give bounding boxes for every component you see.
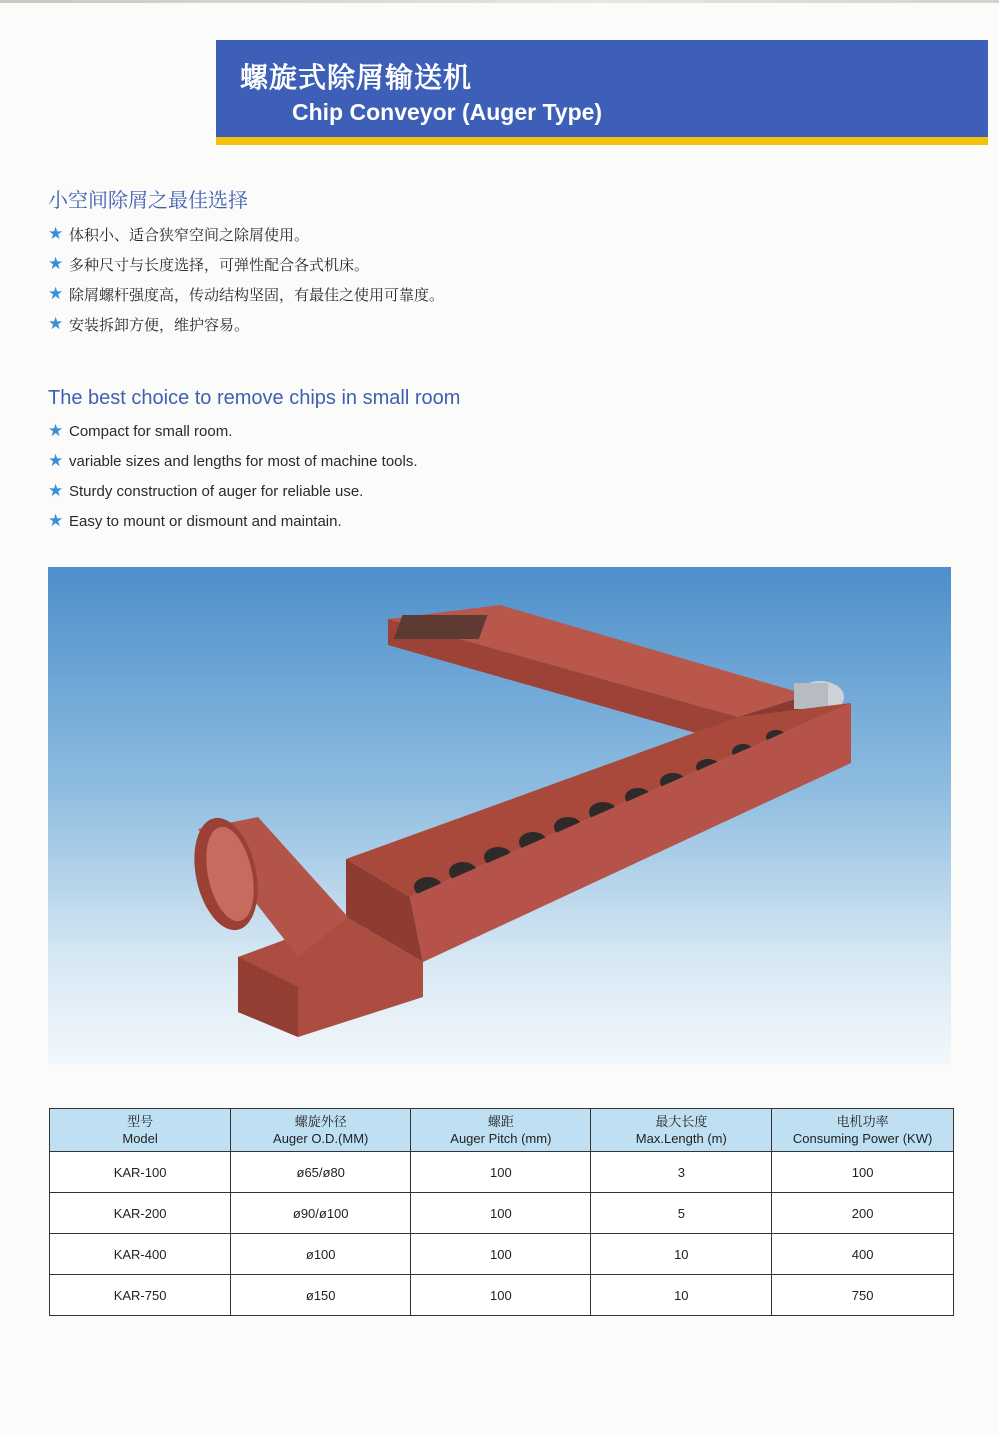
list-item — [48, 476, 418, 506]
list-item-text: Sturdy construction of auger for reliable use. — [69, 482, 364, 500]
table-header-row — [50, 1109, 954, 1152]
cell-power: 750 — [772, 1275, 954, 1316]
column-header-consuming-power — [772, 1109, 954, 1152]
column-header-auger-od — [231, 1109, 411, 1152]
cell-max-length: 3 — [591, 1152, 772, 1193]
star-icon: ★ — [48, 284, 64, 303]
header-cn: 螺距 — [487, 1114, 514, 1129]
list-item — [48, 219, 444, 249]
cell-auger-pitch: 100 — [411, 1275, 591, 1316]
list-item-text: variable sizes and lengths for most of machine tools. — [69, 452, 418, 470]
cell-max-length: 5 — [591, 1193, 772, 1234]
cell-power: 100 — [772, 1152, 954, 1193]
table-row — [50, 1234, 954, 1275]
table-row — [50, 1193, 954, 1234]
cell-model: KAR-750 — [50, 1275, 231, 1316]
title-banner — [216, 40, 988, 137]
english-section-heading: The best choice to remove chips in small room — [48, 387, 461, 409]
list-item-text: 除屑螺杆强度高，传动结构坚固，有最佳之使用可靠度。 — [69, 286, 445, 304]
cell-auger-pitch: 100 — [411, 1234, 591, 1275]
page-title-chinese: 螺旋式除屑输送机 — [240, 61, 473, 94]
cell-auger-od: ø100 — [231, 1234, 411, 1275]
list-item — [48, 506, 418, 536]
star-icon: ★ — [48, 254, 64, 273]
top-edge-line — [0, 0, 999, 3]
column-header-model — [50, 1109, 231, 1152]
header-en: Auger Pitch (mm) — [450, 1131, 552, 1146]
star-icon: ★ — [48, 314, 64, 333]
banner-accent-stripe — [216, 137, 988, 145]
auger-conveyor-illustration — [48, 567, 951, 1065]
header-en: Consuming Power (KW) — [792, 1131, 933, 1146]
table-row — [50, 1152, 954, 1193]
list-item — [48, 279, 444, 309]
list-item-text: 多种尺寸与长度选择，可弹性配合各式机床。 — [69, 256, 370, 274]
list-item-text: Compact for small room. — [69, 422, 233, 440]
star-icon: ★ — [48, 224, 64, 243]
list-item — [48, 309, 444, 339]
header-en: Max.Length (m) — [635, 1131, 727, 1146]
cell-max-length: 10 — [591, 1234, 772, 1275]
column-header-max-length — [591, 1109, 772, 1152]
star-icon: ★ — [48, 511, 64, 530]
list-item — [48, 249, 444, 279]
chinese-feature-list — [48, 219, 444, 339]
product-photo — [48, 567, 951, 1065]
star-icon: ★ — [48, 421, 64, 440]
english-feature-list — [48, 416, 418, 536]
header-cn: 最大长度 — [655, 1114, 708, 1129]
chinese-section-heading: 小空间除屑之最佳选择 — [48, 190, 248, 212]
star-icon: ★ — [48, 451, 64, 470]
list-item-text: Easy to mount or dismount and maintain. — [69, 512, 342, 530]
cell-auger-od: ø150 — [231, 1275, 411, 1316]
table-row — [50, 1275, 954, 1316]
list-item-text: 体积小、适合狭窄空间之除屑使用。 — [69, 226, 310, 244]
header-en: Model — [122, 1131, 158, 1146]
cell-power: 200 — [772, 1193, 954, 1234]
list-item — [48, 446, 418, 476]
star-icon: ★ — [48, 481, 64, 500]
list-item — [48, 416, 418, 446]
cell-auger-od: ø90/ø100 — [231, 1193, 411, 1234]
cell-auger-pitch: 100 — [411, 1152, 591, 1193]
cell-model: KAR-200 — [50, 1193, 231, 1234]
cell-max-length: 10 — [591, 1275, 772, 1316]
page-title-english: Chip Conveyor (Auger Type) — [292, 99, 603, 125]
header-cn: 螺旋外径 — [294, 1114, 347, 1129]
specification-table — [49, 1108, 954, 1316]
header-cn: 型号 — [127, 1114, 154, 1129]
cell-auger-od: ø65/ø80 — [231, 1152, 411, 1193]
cell-power: 400 — [772, 1234, 954, 1275]
cell-auger-pitch: 100 — [411, 1193, 591, 1234]
cell-model: KAR-100 — [50, 1152, 231, 1193]
list-item-text: 安装拆卸方便，维护容易。 — [69, 316, 250, 334]
column-header-auger-pitch — [411, 1109, 591, 1152]
header-cn: 电机功率 — [836, 1114, 889, 1129]
header-en: Auger O.D.(MM) — [273, 1131, 369, 1146]
cell-model: KAR-400 — [50, 1234, 231, 1275]
